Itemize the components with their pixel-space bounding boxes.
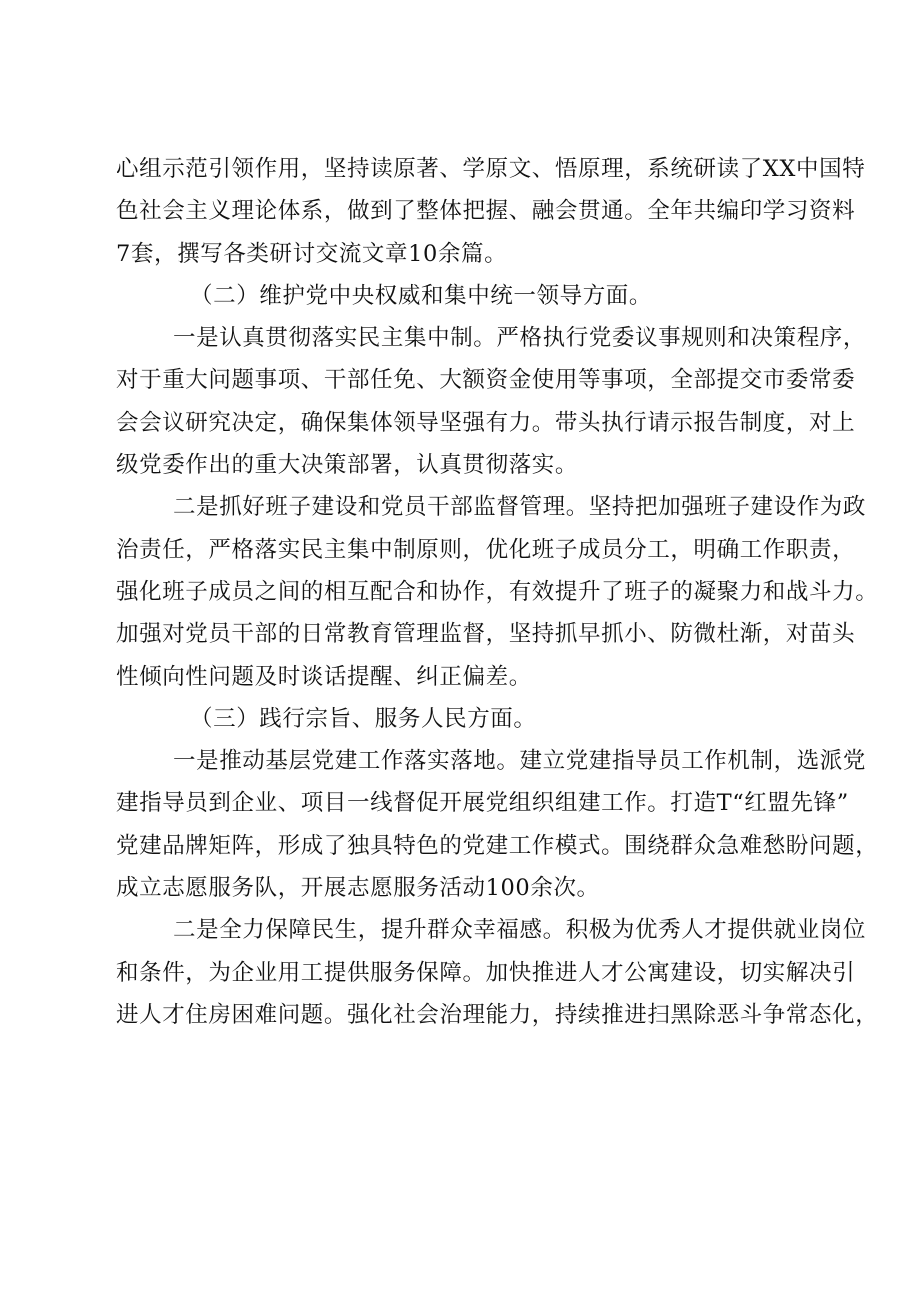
paragraph-line: 党建品牌矩阵，形成了独具特色的党建工作模式。围绕群众急难愁盼问题， <box>116 832 879 859</box>
paragraph-line: 进人才住房困难问题。强化社会治理能力，持续推进扫黑除恶斗争常态化， <box>116 1001 879 1028</box>
paragraph-line: 7套，撰写各类研讨交流文章10余篇。 <box>116 240 508 267</box>
paragraph-line: 建指导员到企业、项目一线督促开展党组织组建工作。打造T“红盟先锋” <box>116 790 849 817</box>
paragraph-line: 二是抓好班子建设和党员干部监督管理。坚持把加强班子建设作为政 <box>173 494 867 521</box>
paragraph-line: 成立志愿服务队，开展志愿服务活动100余次。 <box>116 875 600 902</box>
paragraph-line: 一是推动基层党建工作落实落地。建立党建指导员工作机制，选派党 <box>173 748 867 775</box>
paragraph-line: 和条件，为企业用工提供服务保障。加快推进人才公寓建设，切实解决引 <box>116 959 856 986</box>
paragraph-line: 一是认真贯彻落实民主集中制。严格执行党委议事规则和决策程序， <box>173 325 867 352</box>
section-heading: （二）维护党中央权威和集中统一领导方面。 <box>190 282 653 309</box>
paragraph-line: 心组示范引领作用，坚持读原著、学原文、悟原理，系统研读了XX中国特 <box>116 156 866 182</box>
paragraph-line: 二是全力保障民生，提升群众幸福感。积极为优秀人才提供就业岗位 <box>173 917 867 944</box>
document-body <box>116 148 879 1036</box>
paragraph-line: 治责任，严格落实民主集中制原则，优化班子成员分工，明确工作职责， <box>116 536 856 563</box>
paragraph-line: 强化班子成员之间的相互配合和协作，有效提升了班子的凝聚力和战斗力。 <box>116 578 879 605</box>
paragraph-line: 对于重大问题事项、干部任免、大额资金使用等事项，全部提交市委常委 <box>116 367 856 394</box>
paragraph-line: 会会议研究决定，确保集体领导坚强有力。带头执行请示报告制度，对上 <box>116 409 856 436</box>
paragraph-line: 性倾向性问题及时谈话提醒、纠正偏差。 <box>116 663 532 690</box>
paragraph-line: 级党委作出的重大决策部署，认真贯彻落实。 <box>116 452 579 479</box>
paragraph-line: 色社会主义理论体系，做到了整体把握、融会贯通。全年共编印学习资料 <box>116 198 856 225</box>
section-heading: （三）践行宗旨、服务人民方面。 <box>190 705 537 732</box>
paragraph-line: 加强对党员干部的日常教育管理监督，坚持抓早抓小、防微杜渐，对苗头 <box>116 621 856 648</box>
